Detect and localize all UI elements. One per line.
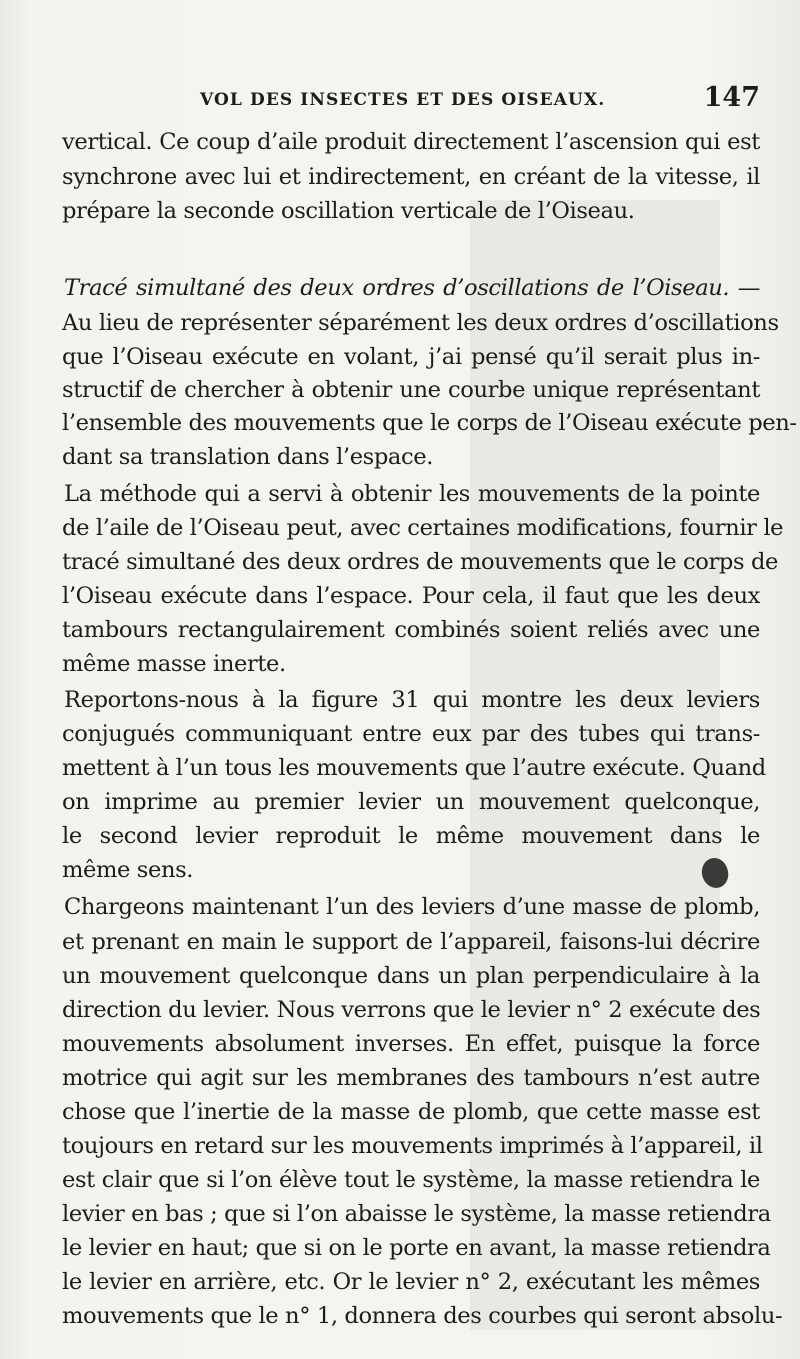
page-header	[60, 82, 760, 118]
text-line: et prenant en main le support de l’appareil, faisons-lui décrire	[62, 929, 760, 955]
text-line: de l’aile de l’Oiseau peut, avec certaines modifications, fournir le	[62, 515, 784, 541]
text-line: Au lieu de représenter séparément les deux ordres d’oscillations	[62, 310, 779, 336]
text-line: synchrone avec lui et indirectement, en créant de la vitesse, il	[62, 164, 760, 190]
text-line: un mouvement quelconque dans un plan perpendiculaire à la	[62, 963, 760, 989]
text-line: chose que l’inertie de la masse de plomb, que cette masse est	[62, 1099, 760, 1125]
text-line: même sens.	[62, 857, 194, 883]
text-line: l’ensemble des mouvements que le corps de l’Oiseau exécute pen-	[62, 410, 797, 436]
text-line: tambours rectangulairement combinés soient reliés avec une	[62, 617, 760, 643]
text-line: motrice qui agit sur les membranes des tambours n’est autre	[62, 1065, 760, 1091]
text-line: Chargeons maintenant l’un des leviers d’une masse de plomb,	[64, 894, 760, 920]
page-number: 147	[703, 82, 760, 113]
text-line: que l’Oiseau exécute en volant, j’ai pensé qu’il serait plus in-	[62, 344, 760, 370]
text-line: mouvements que le n° 1, donnera des courbes qui seront absolu-	[62, 1303, 783, 1329]
text-line: l’Oiseau exécute dans l’espace. Pour cela, il faut que les deux	[62, 583, 760, 609]
text-line: tracé simultané des deux ordres de mouvements que le corps de	[62, 549, 778, 575]
text-line: le levier en haut; que si on le porte en avant, la masse retiendra	[62, 1235, 771, 1261]
text-line: dant sa translation dans l’espace.	[62, 444, 434, 470]
text-line: est clair que si l’on élève tout le système, la masse retiendra le	[62, 1167, 760, 1193]
text-line: direction du levier. Nous verrons que le levier n° 2 exécute des	[62, 997, 761, 1023]
text-line: le levier en arrière, etc. Or le levier n° 2, exécutant les mêmes	[62, 1269, 760, 1295]
running-head: VOL DES INSECTES ET DES OISEAUX.	[200, 90, 606, 110]
text-line: toujours en retard sur les mouvements imprimés à l’appareil, il	[62, 1133, 763, 1159]
text-line: vertical. Ce coup d’aile produit directement l’ascension qui est	[62, 129, 760, 155]
text-line: structif de chercher à obtenir une courbe unique représentant	[62, 377, 760, 403]
text-line: levier en bas ; que si l’on abaisse le système, la masse retiendra	[62, 1201, 771, 1227]
text-line: même masse inerte.	[62, 651, 286, 677]
text-line: prépare la seconde oscillation verticale de l’Oiseau.	[62, 198, 635, 224]
text-line: mouvements absolument inverses. En effet, puisque la force	[62, 1031, 760, 1057]
text-line: Reportons-nous à la figure 31 qui montre les deux leviers	[64, 687, 760, 713]
text-line: La méthode qui a servi à obtenir les mouvements de la pointe	[64, 481, 760, 507]
text-line: on imprime au premier levier un mouvement quelconque,	[62, 789, 760, 815]
text-line: mettent à l’un tous les mouvements que l’autre exécute. Quand	[62, 755, 766, 781]
text-line: conjugués communiquant entre eux par des tubes qui trans-	[62, 721, 760, 747]
section-heading: Tracé simultané des deux ordres d’oscillations de l’Oiseau. —	[64, 275, 760, 301]
text-line: le second levier reproduit le même mouvement dans le	[62, 823, 760, 849]
